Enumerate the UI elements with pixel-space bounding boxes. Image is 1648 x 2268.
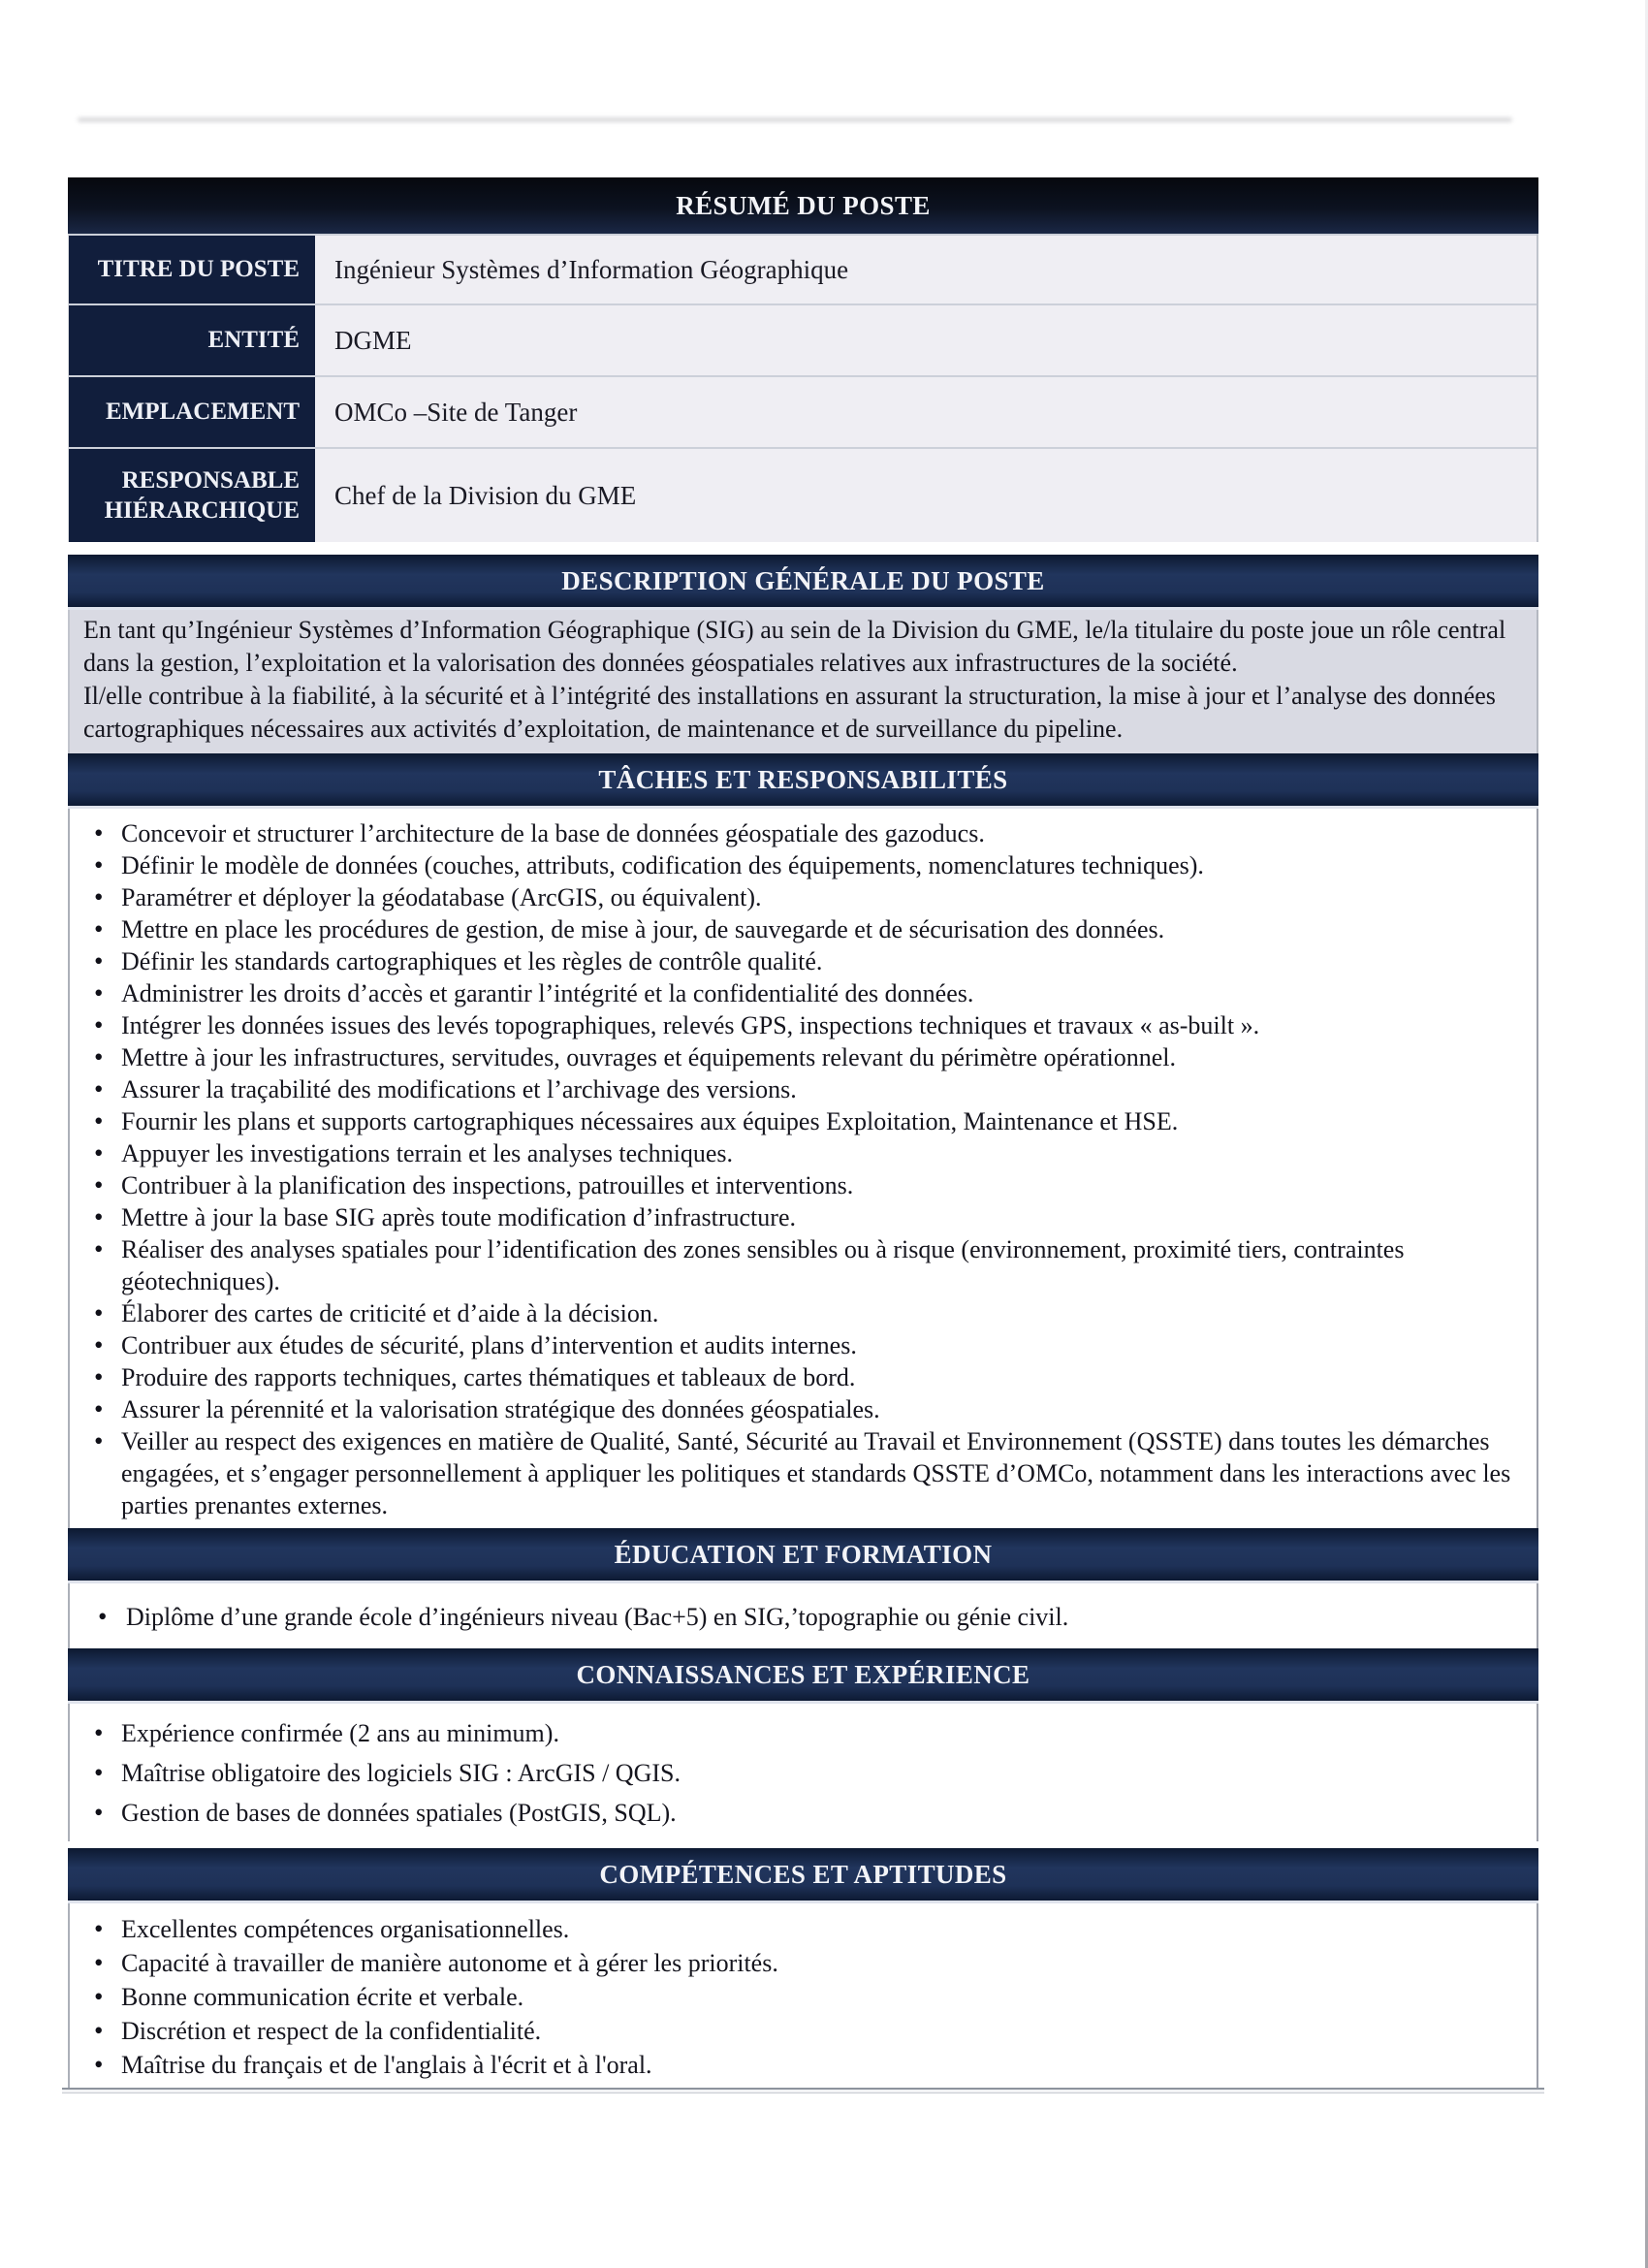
section-spacer bbox=[68, 1841, 1538, 1848]
row-label-titre-du-poste: TITRE DU POSTE bbox=[69, 236, 315, 303]
description-paragraph: Il/elle contribue à la fiabilité, à la sécurité et à l’intégrité des installations en assurant la structuration, la mise à jour et l’analyse des données cartographiques nécessaires aux activités d’exploitation, de maintenance et de surveillance du pipeline. bbox=[83, 682, 1496, 743]
section-title-connaissances: CONNAISSANCES ET EXPÉRIENCE bbox=[576, 1659, 1030, 1689]
section-header-competences bbox=[68, 1848, 1538, 1903]
connaissance-item: • Maîtrise obligatoire des logiciels SIG : ArcGIS / QGIS. bbox=[70, 1756, 1517, 1790]
row-label-entite: ENTITÉ bbox=[69, 305, 315, 375]
section-education-formation bbox=[68, 1528, 1538, 1648]
taches-list bbox=[70, 809, 1537, 1528]
section-title-education: ÉDUCATION ET FORMATION bbox=[614, 1539, 993, 1569]
task-item: • Élaborer des cartes de criticité et d’aide à la décision. bbox=[70, 1297, 1517, 1329]
education-list-body bbox=[68, 1583, 1538, 1648]
description-paragraph: En tant qu’Ingénieur Systèmes d’Information Géographique (SIG) au sein de la Division du GME, le/la titulaire du poste joue un rôle central dans la gestion, l’exploitation et la valorisation des données géospatiales relatives aux infrastructures de la société. bbox=[83, 616, 1506, 677]
competence-item: • Maîtrise du français et de l'anglais à l'écrit et à l'oral. bbox=[70, 2048, 1517, 2082]
section-connaissances-experience bbox=[68, 1648, 1538, 1841]
section-description-generale bbox=[68, 555, 1538, 753]
task-item: • Contribuer aux études de sécurité, plans d’intervention et audits internes. bbox=[70, 1329, 1517, 1361]
taches-list-body bbox=[68, 809, 1538, 1528]
description-body bbox=[68, 610, 1538, 753]
task-item: • Définir le modèle de données (couches, attributs, codification des équipements, nomenclatures techniques). bbox=[70, 849, 1517, 881]
task-item: • Mettre à jour la base SIG après toute modification d’infrastructure. bbox=[70, 1201, 1517, 1233]
task-item: • Contribuer à la planification des inspections, patrouilles et interventions. bbox=[70, 1169, 1517, 1201]
task-item: • Paramétrer et déployer la géodatabase (ArcGIS, ou équivalent). bbox=[70, 881, 1517, 913]
competence-item: • Bonne communication écrite et verbale. bbox=[70, 1980, 1517, 2014]
section-title-taches: TÂCHES ET RESPONSABILITÉS bbox=[598, 764, 1008, 794]
connaissances-list-body bbox=[68, 1704, 1538, 1841]
task-item: • Réaliser des analyses spatiales pour l’identification des zones sensibles ou à risque (environnement, proximité tiers, contraintes géotechniques). bbox=[70, 1233, 1517, 1297]
competence-item: • Capacité à travailler de manière autonome et à gérer les priorités. bbox=[70, 1946, 1517, 1980]
table-row-responsable-hierarchique bbox=[69, 447, 1537, 542]
row-value-titre-du-poste: Ingénieur Systèmes d’Information Géographique bbox=[315, 236, 1537, 303]
task-item: • Mettre en place les procédures de gestion, de mise à jour, de sauvegarde et de sécurisation des données. bbox=[70, 913, 1517, 945]
connaissances-list bbox=[70, 1704, 1537, 1841]
section-competences-aptitudes bbox=[68, 1848, 1538, 2088]
task-item: • Produire des rapports techniques, cartes thématiques et tableaux de bord. bbox=[70, 1361, 1517, 1393]
task-item: • Appuyer les investigations terrain et les analyses techniques. bbox=[70, 1137, 1517, 1169]
section-spacer bbox=[68, 542, 1538, 555]
task-item: • Veiller au respect des exigences en matière de Qualité, Santé, Sécurité au Travail et Environnement (QSSTE) dans toutes les démarches engagées, et s’engager personnellement à appliquer les politiques et standards QSSTE d’OMCo, notamment dans les interactions avec les parties prenantes externes. bbox=[70, 1425, 1517, 1521]
section-header-taches bbox=[68, 753, 1538, 809]
section-header-resume bbox=[68, 177, 1538, 234]
section-title-resume: RÉSUMÉ DU POSTE bbox=[676, 190, 931, 220]
job-description-document bbox=[68, 177, 1538, 2093]
scan-bottom-edge bbox=[62, 2088, 1544, 2093]
table-row-titre-du-poste bbox=[69, 234, 1537, 303]
education-list bbox=[70, 1583, 1537, 1648]
task-item: • Assurer la traçabilité des modifications et l’archivage des versions. bbox=[70, 1073, 1517, 1105]
competence-item: • Discrétion et respect de la confidentialité. bbox=[70, 2014, 1517, 2048]
education-item: • Diplôme d’une grande école d’ingénieurs niveau (Bac+5) en SIG,’topographie ou génie civil. bbox=[70, 1601, 1517, 1633]
task-item: • Administrer les droits d’accès et garantir l’intégrité et la confidentialité des données. bbox=[70, 977, 1517, 1009]
section-header-connaissances bbox=[68, 1648, 1538, 1704]
section-header-description bbox=[68, 555, 1538, 610]
table-row-emplacement bbox=[69, 375, 1537, 447]
table-row-entite bbox=[69, 303, 1537, 375]
task-item: • Mettre à jour les infrastructures, servitudes, ouvrages et équipements relevant du périmètre opérationnel. bbox=[70, 1041, 1517, 1073]
row-value-responsable-hierarchique: Chef de la Division du GME bbox=[315, 449, 1537, 542]
row-value-emplacement: OMCo –Site de Tanger bbox=[315, 377, 1537, 447]
task-item: • Concevoir et structurer l’architecture de la base de données géospatiale des gazoducs. bbox=[70, 817, 1517, 849]
task-item: • Assurer la pérennité et la valorisation stratégique des données géospatiales. bbox=[70, 1393, 1517, 1425]
competences-list bbox=[70, 1903, 1537, 2088]
competence-item: • Excellentes compétences organisationnelles. bbox=[70, 1912, 1517, 1946]
row-label-responsable-hierarchique: RESPONSABLE HIÉRARCHIQUE bbox=[69, 449, 315, 542]
resume-info-table bbox=[68, 234, 1538, 542]
section-title-description: DESCRIPTION GÉNÉRALE DU POSTE bbox=[561, 565, 1045, 595]
connaissance-item: • Expérience confirmée (2 ans au minimum). bbox=[70, 1716, 1517, 1750]
task-item: • Définir les standards cartographiques et les règles de contrôle qualité. bbox=[70, 945, 1517, 977]
row-value-entite: DGME bbox=[315, 305, 1537, 375]
task-item: • Intégrer les données issues des levés topographiques, relevés GPS, inspections techniques et travaux « as-built ». bbox=[70, 1009, 1517, 1041]
row-label-emplacement: EMPLACEMENT bbox=[69, 377, 315, 447]
section-title-competences: COMPÉTENCES ET APTITUDES bbox=[599, 1859, 1007, 1889]
section-resume-du-poste bbox=[68, 177, 1538, 542]
scan-artifact-streak bbox=[78, 117, 1512, 122]
section-header-education bbox=[68, 1528, 1538, 1583]
competences-list-body bbox=[68, 1903, 1538, 2088]
section-taches-responsabilites bbox=[68, 753, 1538, 1528]
task-item: • Fournir les plans et supports cartographiques nécessaires aux équipes Exploitation, Maintenance et HSE. bbox=[70, 1105, 1517, 1137]
connaissance-item: • Gestion de bases de données spatiales (PostGIS, SQL). bbox=[70, 1796, 1517, 1830]
